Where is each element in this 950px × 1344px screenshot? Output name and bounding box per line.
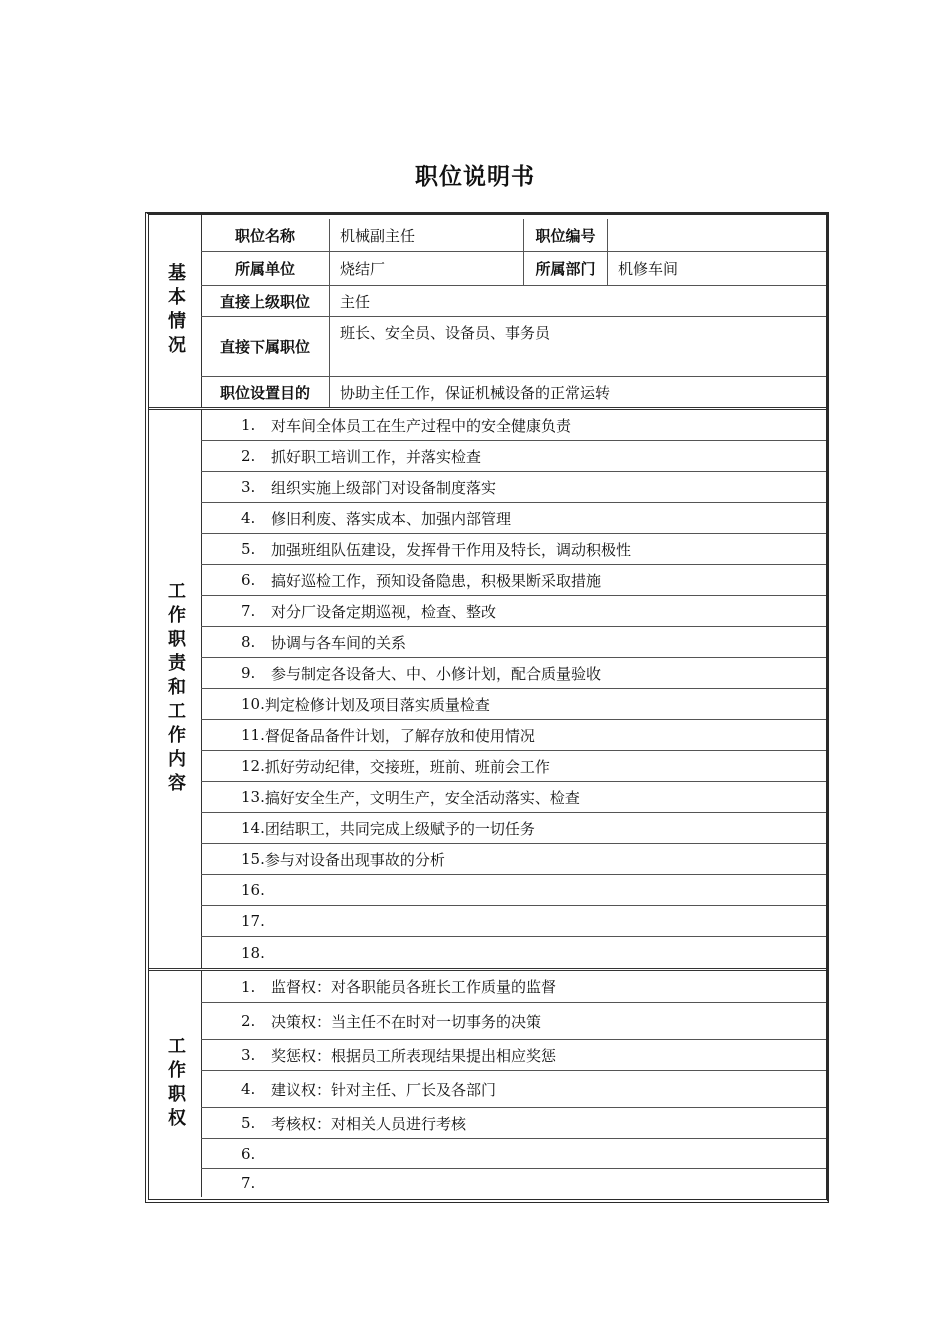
authority-row	[201, 1139, 826, 1169]
duty-number: 9.	[241, 664, 256, 682]
basic-info-section	[149, 215, 826, 407]
duty-number: 6.	[241, 571, 256, 589]
duty-row	[201, 937, 826, 968]
subordinate-value: 班长、安全员、设备员、事务员	[329, 317, 826, 376]
authority-number: 3.	[241, 1046, 256, 1064]
department-value: 机修车间	[607, 252, 826, 285]
duty-number: 16.	[241, 881, 265, 899]
duty-number: 13.	[241, 788, 265, 806]
duty-number: 2.	[241, 447, 256, 465]
document-title: 职位说明书	[415, 164, 535, 190]
duty-row	[201, 720, 826, 751]
authority-text: 建议权：针对主任、厂长及各部门	[271, 1080, 497, 1099]
authority-row	[201, 1040, 826, 1071]
duty-row	[201, 410, 826, 441]
authority-text: 考核权：对相关人员进行考核	[271, 1114, 467, 1133]
authority-row	[201, 1169, 826, 1197]
duty-text: 搞好安全生产，文明生产，安全活动落实、检查	[264, 788, 580, 807]
position-row	[201, 219, 826, 252]
duty-row	[201, 844, 826, 875]
duty-row	[201, 751, 826, 782]
duty-text: 对分厂设备定期巡视，检查、整改	[271, 602, 497, 621]
duty-text: 判定检修计划及项目落实质量检查	[264, 695, 490, 714]
duties-section	[149, 410, 826, 968]
duty-number: 12.	[241, 757, 265, 775]
duty-number: 18.	[241, 943, 265, 962]
authority-row	[201, 971, 826, 1003]
duty-row	[201, 627, 826, 658]
authority-row	[201, 1071, 826, 1108]
authority-number: 7.	[241, 1174, 256, 1192]
duty-text: 参与制定各设备大、中、小修计划，配合质量验收	[271, 664, 602, 683]
duty-row	[201, 596, 826, 627]
duty-number: 1.	[241, 416, 256, 434]
authority-number: 6.	[241, 1144, 256, 1163]
duty-row	[201, 503, 826, 534]
duty-text: 组织实施上级部门对设备制度落实	[271, 478, 497, 497]
duty-text: 团结职工，共同完成上级赋予的一切任务	[264, 819, 535, 838]
duty-text: 抓好劳动纪律，交接班，班前、班前会工作	[264, 757, 550, 776]
authority-number: 2.	[241, 1012, 256, 1030]
duty-row	[201, 906, 826, 937]
job-description-form	[145, 212, 829, 1203]
duty-number: 8.	[241, 633, 256, 651]
authority-section	[149, 971, 826, 1197]
duty-number: 10.	[241, 695, 265, 713]
duty-number: 3.	[241, 478, 256, 496]
duty-row	[201, 689, 826, 720]
position-name-label: 职位名称	[234, 226, 295, 245]
unit-row	[201, 252, 826, 286]
duty-row	[201, 782, 826, 813]
duties-label: 工作职责和工作内容	[149, 410, 202, 968]
authority-number: 5.	[241, 1114, 256, 1132]
duty-text: 参与对设备出现事故的分析	[264, 850, 445, 869]
duty-row	[201, 658, 826, 689]
position-code-label: 职位编号	[523, 219, 607, 251]
purpose-label: 职位设置目的	[219, 383, 310, 402]
basic-info-label: 基本情况	[149, 215, 202, 407]
authority-number: 1.	[241, 977, 256, 996]
duty-row	[201, 875, 826, 906]
duty-number: 11.	[241, 726, 265, 744]
superior-label: 直接上级职位	[219, 292, 310, 311]
unit-value: 烧结厂	[329, 252, 523, 285]
duty-row	[201, 565, 826, 596]
authority-label: 工作职权	[149, 971, 202, 1197]
duty-text: 对车间全体员工在生产过程中的安全健康负责	[271, 416, 572, 435]
duty-text: 抓好职工培训工作，并落实检查	[271, 447, 482, 466]
duty-row	[201, 472, 826, 503]
duty-row	[201, 813, 826, 844]
duty-text: 修旧利废、落实成本、加强内部管理	[271, 509, 512, 528]
subordinate-row	[201, 317, 826, 377]
duty-text: 加强班组队伍建设，发挥骨干作用及特长，调动积极性	[271, 540, 632, 559]
authority-row	[201, 1003, 826, 1040]
authority-row	[201, 1108, 826, 1139]
unit-label: 所属单位	[234, 260, 295, 278]
duty-number: 4.	[241, 509, 256, 527]
duty-row	[201, 441, 826, 472]
superior-row	[201, 286, 826, 317]
department-label: 所属部门	[523, 252, 607, 285]
authority-text: 决策权：当主任不在时对一切事务的决策	[271, 1012, 542, 1031]
authority-text: 奖惩权：根据员工所表现结果提出相应奖惩	[271, 1046, 557, 1065]
duty-text: 搞好巡检工作，预知设备隐患，积极果断采取措施	[271, 571, 602, 590]
purpose-value: 协助主任工作，保证机械设备的正常运转	[329, 377, 826, 407]
position-code-value	[607, 219, 826, 251]
duty-number: 7.	[241, 602, 256, 620]
duty-number: 15.	[241, 850, 265, 868]
position-name-value: 机械副主任	[329, 219, 523, 251]
authority-text: 监督权：对各职能员各班长工作质量的监督	[271, 978, 557, 996]
purpose-row	[201, 377, 826, 407]
duty-text: 协调与各车间的关系	[271, 633, 407, 652]
duty-number: 14.	[241, 819, 265, 837]
duty-text: 督促备品备件计划，了解存放和使用情况	[264, 726, 535, 745]
authority-number: 4.	[241, 1080, 256, 1098]
subordinate-label: 直接下属职位	[219, 338, 310, 356]
superior-value: 主任	[329, 286, 826, 316]
duty-number: 17.	[241, 912, 265, 930]
duty-row	[201, 534, 826, 565]
duty-number: 5.	[241, 540, 256, 558]
